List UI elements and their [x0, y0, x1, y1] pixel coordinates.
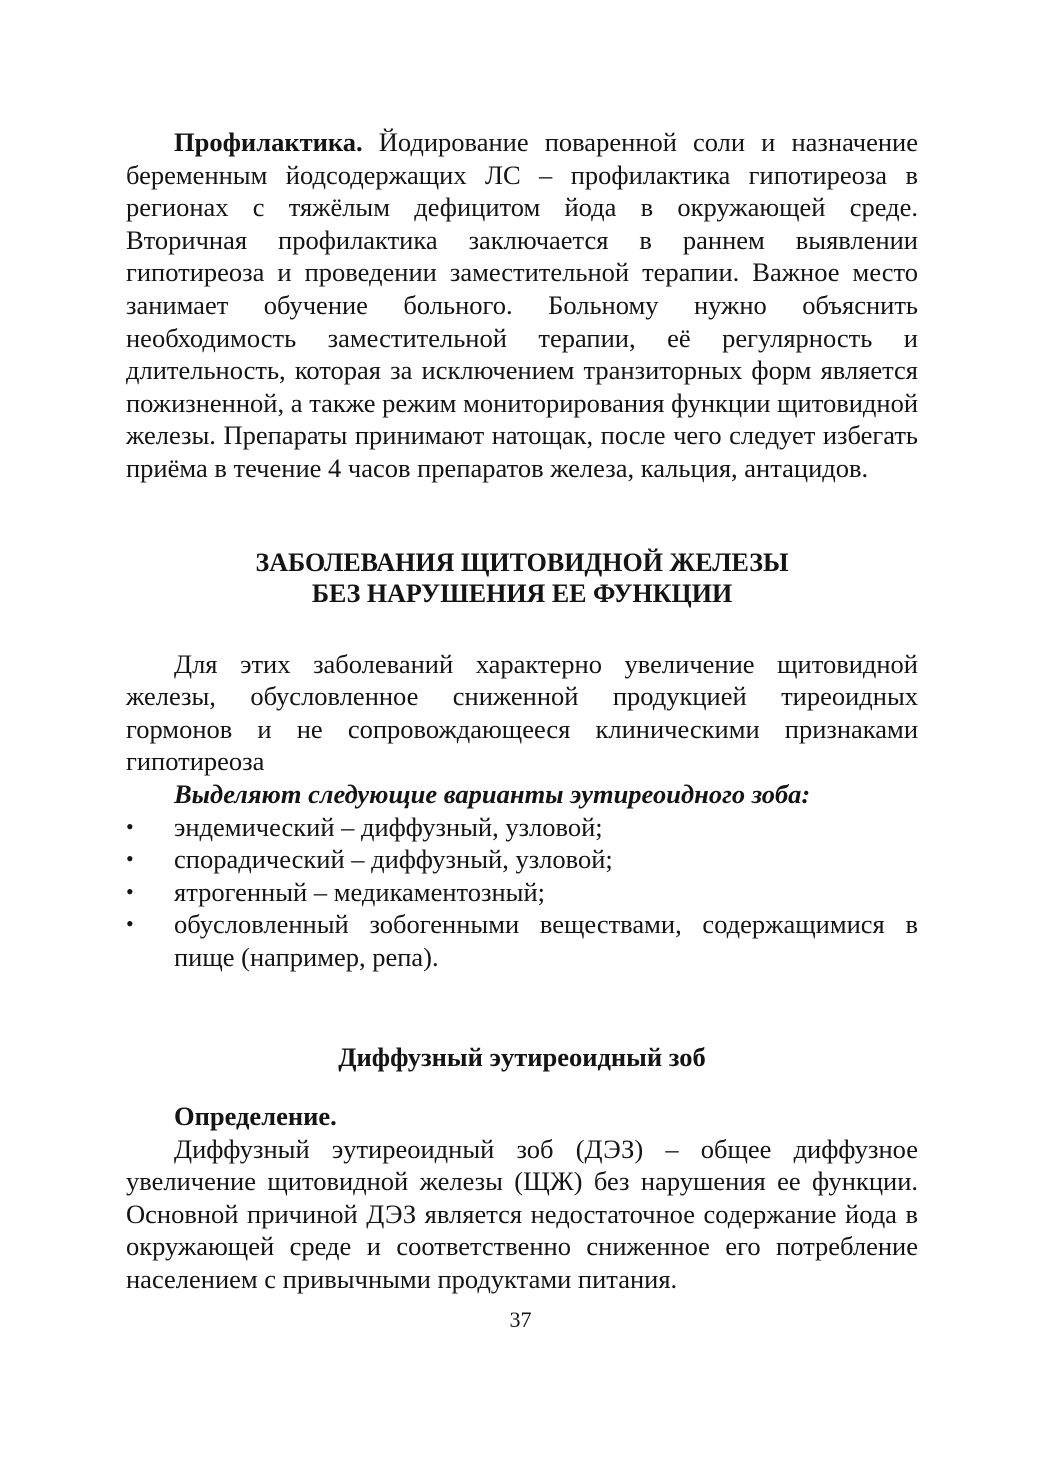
bullet-icon: • — [126, 911, 134, 937]
prophylaxis-text: Йодирование поваренной соли и назначение беременным йодсодержащих ЛС – профилактика гипотиреоза в регионах с тяжёлым дефицитом йода в окружающей среде. Вторичная профилактика заключается в раннем выявлении гипотиреоза и проведении заместительной терапии. Важное место занимает обучение больного. Больному нужно объяснить необходимость заместительной терапии, её регулярность и длительность, которая за исключением транзиторных форм является пожизненной, а также режим мониторирования функции щитовидной железы. Препараты принимают натощак, после чего следует избегать приёма в течение 4 часов препаратов железа, кальция, антацидов. — [126, 127, 918, 483]
section-title-line1: ЗАБОЛЕВАНИЯ ЩИТОВИДНОЙ ЖЕЛЕЗЫ — [255, 547, 789, 577]
list-item-text: эндемический – диффузный, узловой; — [174, 811, 603, 842]
section-heading — [126, 547, 918, 610]
list-item-text: спорадический – диффузный, узловой; — [174, 844, 613, 875]
list-item — [126, 811, 918, 844]
variants-list — [126, 811, 918, 974]
bullet-icon: • — [126, 878, 134, 904]
list-item — [126, 908, 918, 973]
prophylaxis-label: Профилактика. — [174, 127, 363, 157]
section-title-line2: БЕЗ НАРУШЕНИЯ ЕЕ ФУНКЦИИ — [311, 579, 733, 609]
subsection-title: Диффузный эутиреоидный зоб — [338, 1042, 706, 1073]
bullet-icon: • — [126, 813, 134, 839]
list-item-text: ятрогенный – медикаментозный; — [174, 876, 545, 907]
list-item-text: обусловленный зобогенными веществами, содержащимися в пище (например, репа). — [174, 909, 918, 972]
section-intro: Для этих заболеваний характерно увеличение щитовидной железы, обусловленное сниженной продукцией тиреоидных гормонов и не сопровождающееся клиническими признаками гипотиреоза — [126, 648, 918, 777]
prophylaxis-paragraph — [126, 126, 918, 485]
page-content — [126, 126, 918, 1296]
bullet-icon: • — [126, 846, 134, 872]
list-item — [126, 876, 918, 909]
definition-label: Определение. — [174, 1101, 337, 1132]
variants-heading: Выделяют следующие варианты эутиреоидного зоба: — [174, 778, 811, 809]
definition-text: Диффузный эутиреоидный зоб (ДЭЗ) – общее диффузное увеличение щитовидной железы (ЩЖ) без нарушения ее функции. Основной причиной ДЭЗ является недостаточное содержание йода в окружающей среде и соответственно сниженное его потребление населением с привычными продуктами питания. — [126, 1133, 918, 1295]
list-item — [126, 843, 918, 876]
page-number: 37 — [509, 1307, 532, 1332]
